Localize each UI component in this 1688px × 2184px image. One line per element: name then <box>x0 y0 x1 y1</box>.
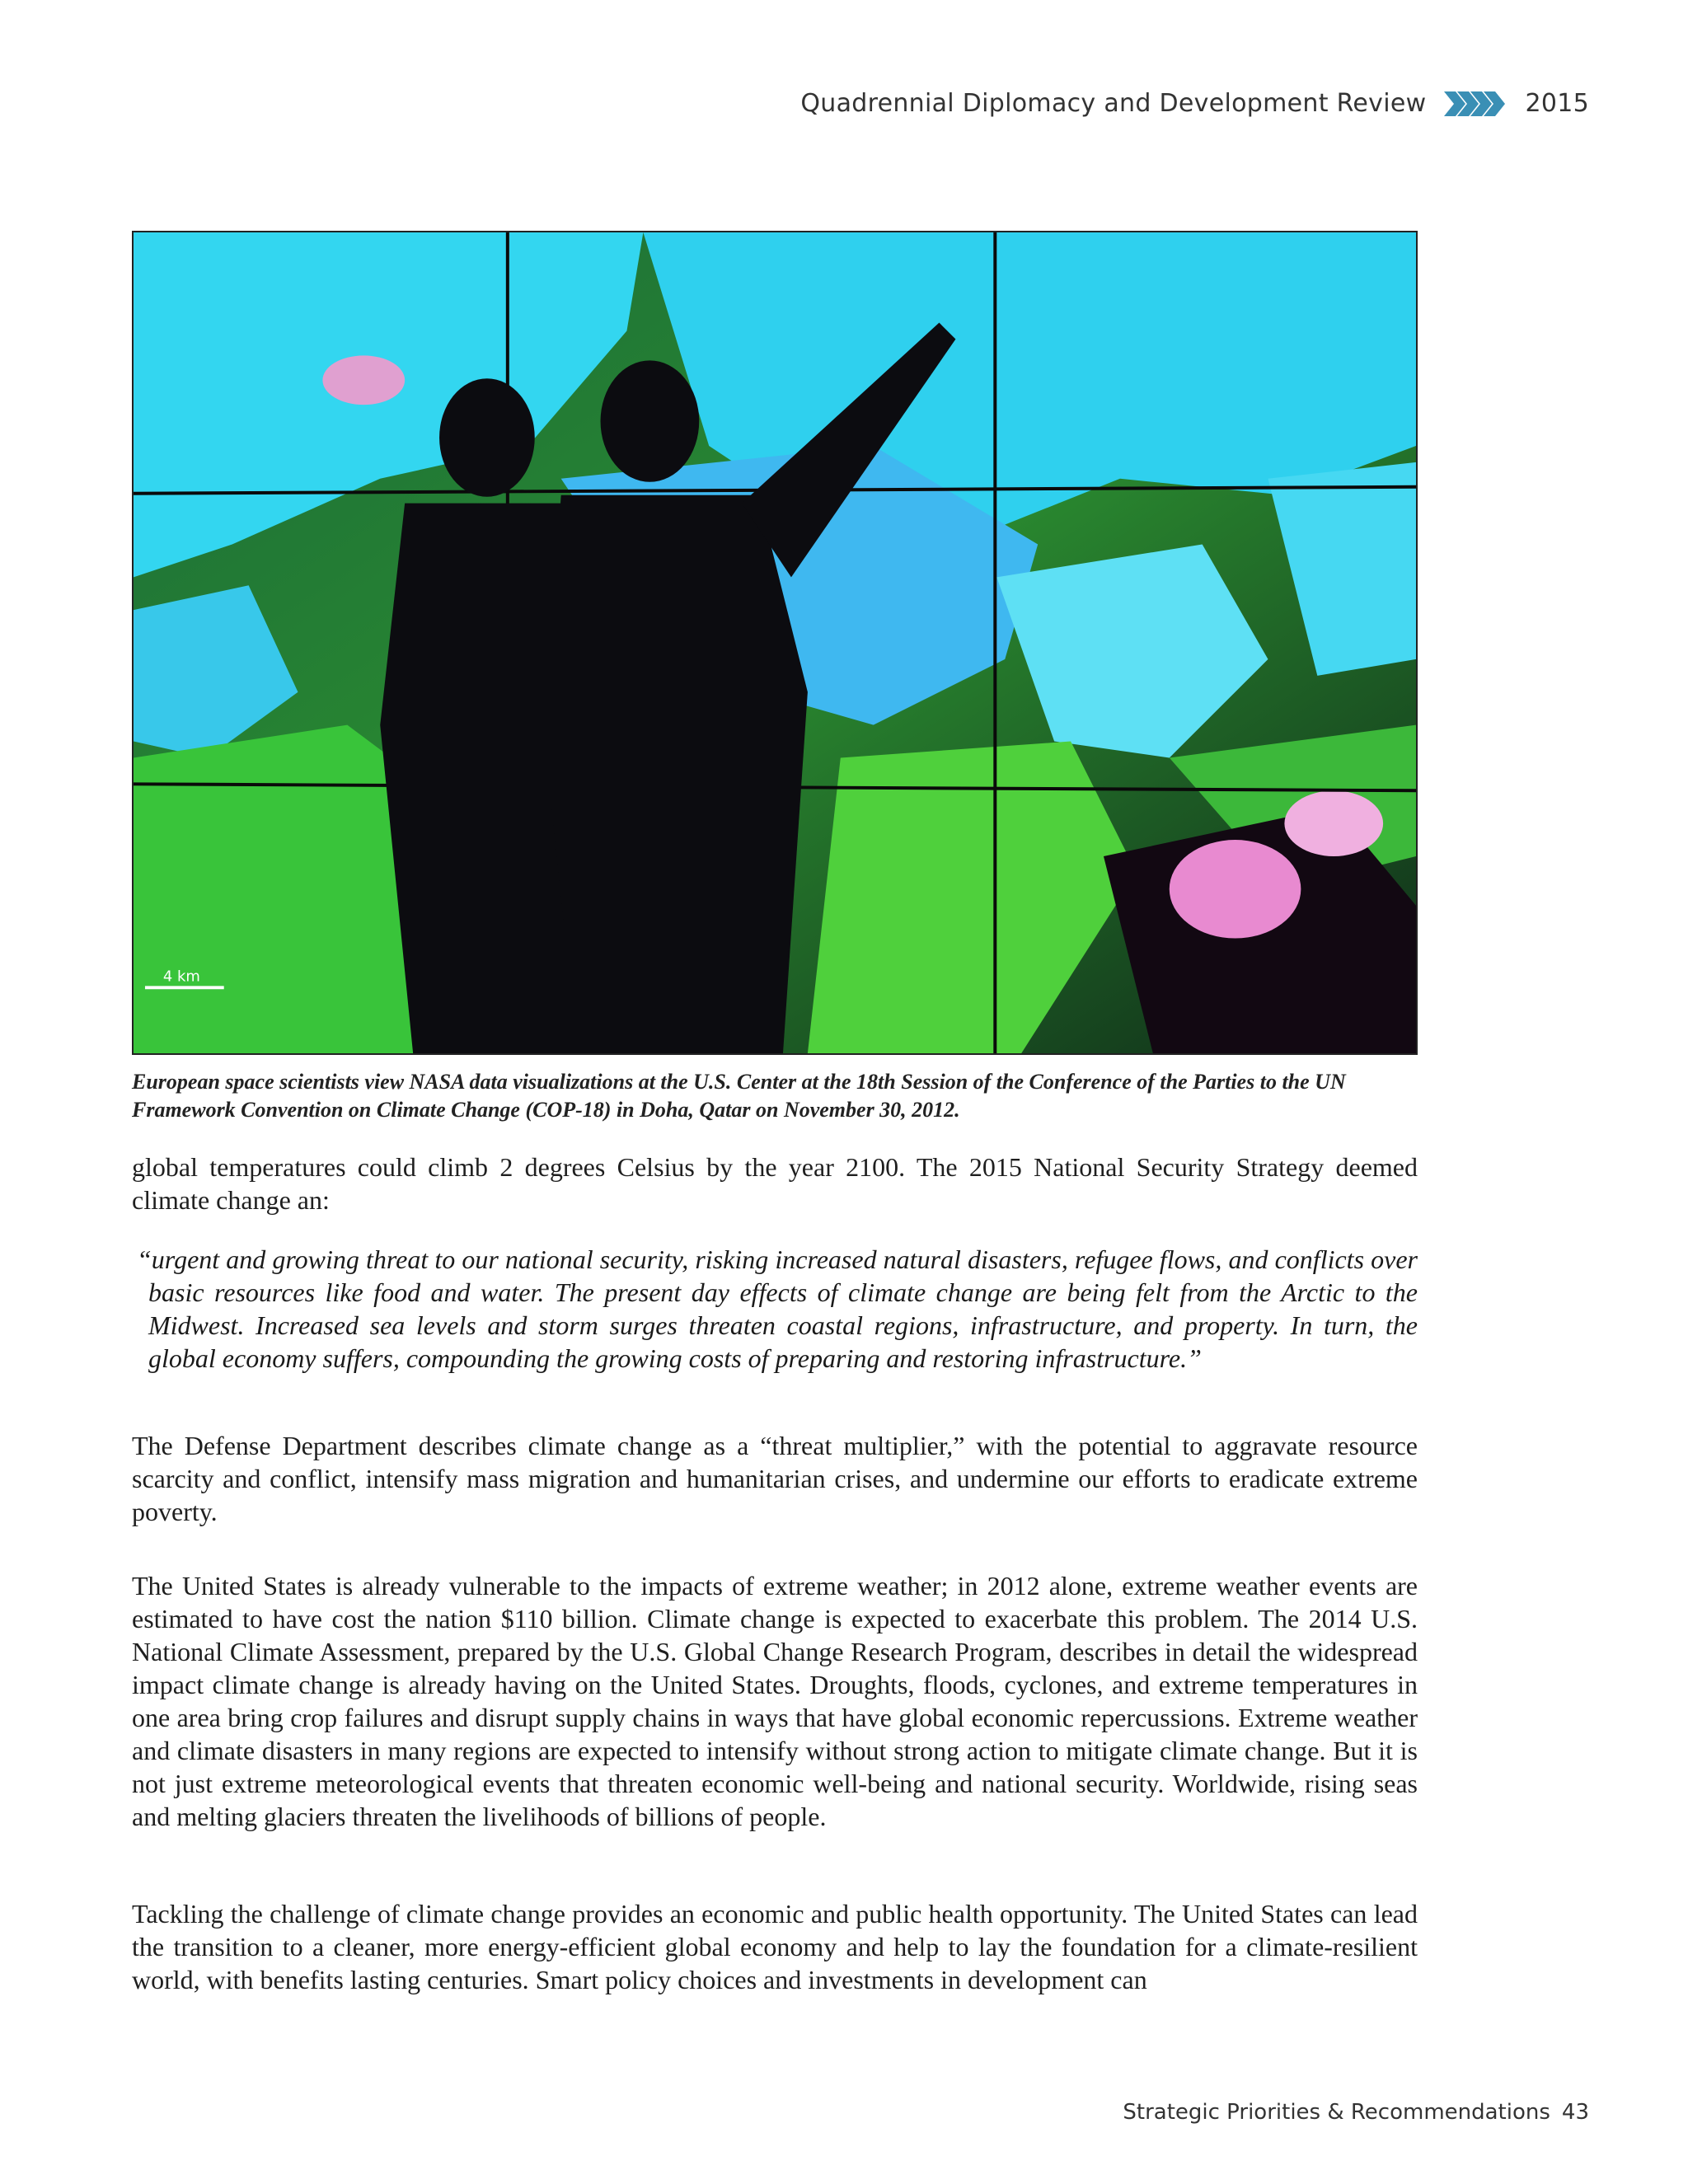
photo-caption: European space scientists view NASA data visualizations at the U.S. Center at the 18th Session of the Conference of the Parties to the UN Framework Convention on Climate Change (COP-18) in Doha, Qatar on November 30, 2012. <box>132 1070 1346 1122</box>
paragraph-defense: The Defense Department describes climate change as a “threat multiplier,” with the potential to aggravate resource scarcity and conflict, intensify mass migration and humanitarian crises, and undermine our efforts to eradicate extreme poverty. <box>132 1431 1418 1526</box>
block-quote: “urgent and growing threat to our national security, risking increased natural disasters, refugee flows, and conflicts over basic resources like food and water. The present day effects of climate change are being felt from the Arctic to the Midwest. Increased sea levels and storm surges threaten coastal regions, infrastructure, and property. In turn, the global economy suffers, compounding the growing costs of preparing and restoring infrastructure.” <box>137 1244 1418 1373</box>
section-title: Strategic Priorities & Recommendations <box>1123 2100 1550 2125</box>
photo-image-icon <box>134 232 1416 1053</box>
running-header <box>800 89 1589 118</box>
climate-visualization-photo <box>132 231 1418 1055</box>
chevrons-icon <box>1444 91 1507 116</box>
paragraph-intro: global temperatures could climb 2 degrees Celsius by the year 2100. The 2015 National Security Strategy deemed climate change an: <box>132 1152 1418 1215</box>
scale-label: 4 km <box>162 968 200 986</box>
paragraph-opportunity: Tackling the challenge of climate change provides an economic and public health opportunity. The United States can lead the transition to a cleaner, more energy-efficient global economy and help to lay the foundation for a climate-resilient world, with benefits lasting centuries. Smart policy choices and investments in development can <box>132 1899 1418 1994</box>
publication-year: 2015 <box>1525 89 1589 118</box>
paragraph-vulnerability: The United States is already vulnerable to the impacts of extreme weather; in 2012 alone, extreme weather events are estimated to have cost the nation $110 billion. Climate change is expected to exacerbate this problem. The 2014 U.S. National Climate Assessment, prepared by the U.S. Global Change Research Program, describes in detail the widespread impact climate change is already having on the United States. Droughts, floods, cyclones, and extreme temperatures in one area bring crop failures and disrupt supply chains in ways that have global economic repercussions. Extreme weather and climate disasters in many regions are expected to intensify without strong action to mitigate climate change. But it is not just extreme meteorological events that threaten economic well-being and national security. Worldwide, rising seas and melting glaciers threaten the livelihoods of billions of people. <box>132 1571 1418 1831</box>
page-number: 43 <box>1561 2100 1589 2125</box>
running-footer <box>1123 2100 1589 2125</box>
publication-title: Quadrennial Diplomacy and Development Review <box>800 89 1427 118</box>
